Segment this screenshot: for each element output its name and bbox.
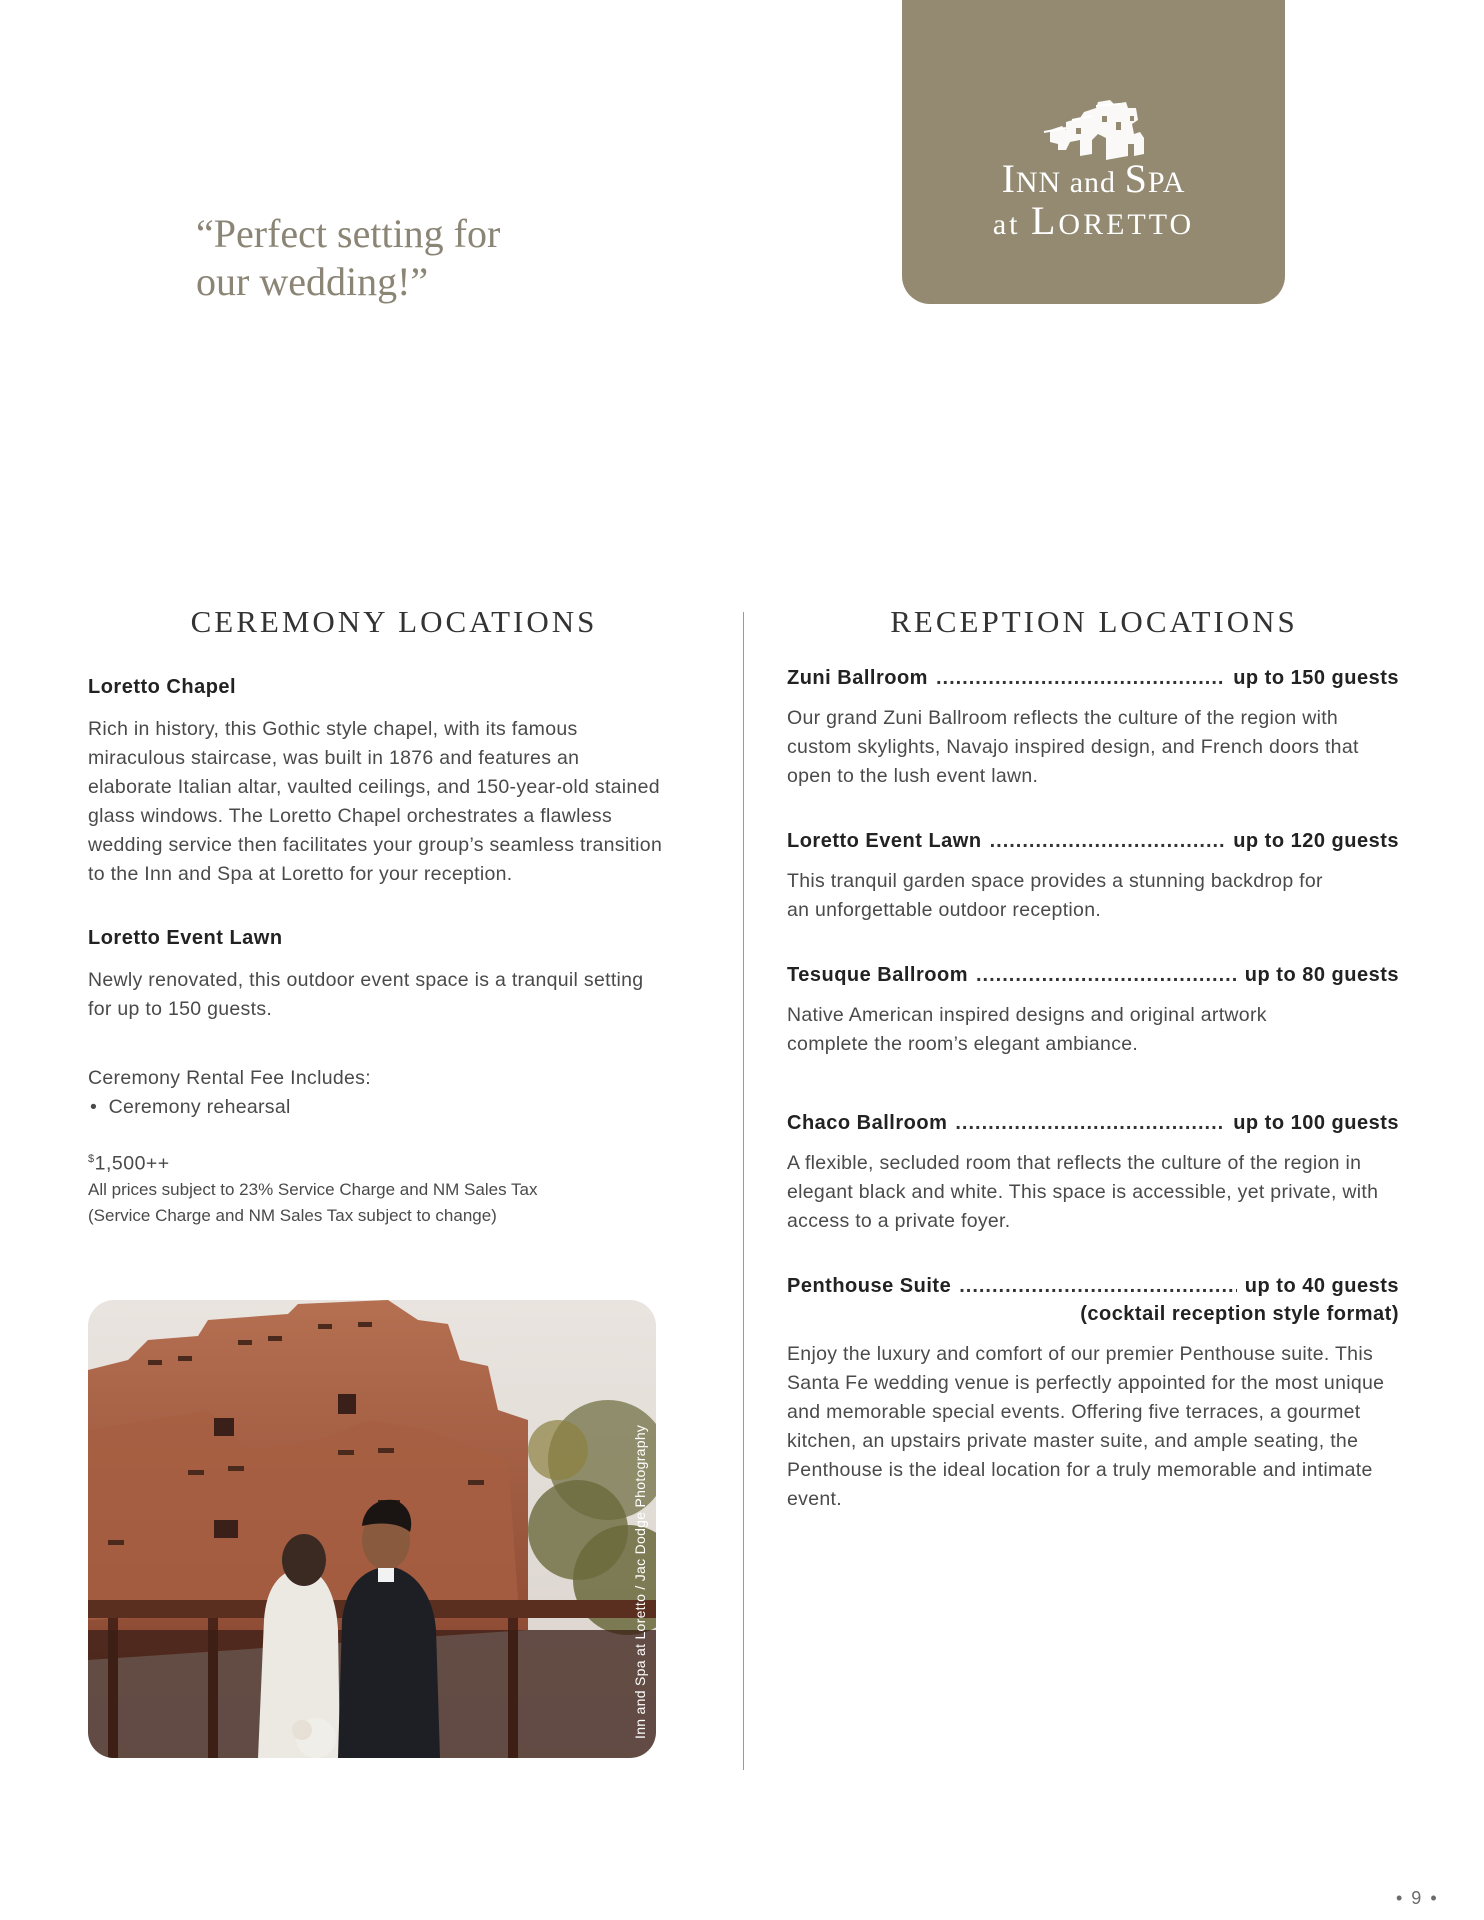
reception-item-name: Loretto Event Lawn bbox=[787, 830, 982, 852]
quote-line-1: “Perfect setting for bbox=[196, 211, 501, 256]
ceremony-locations-heading: CEREMONY LOCATIONS bbox=[190, 604, 598, 639]
reception-item-capacity: up to 80 guests bbox=[1244, 964, 1399, 986]
page-number: • 9 • bbox=[1396, 1888, 1439, 1908]
reception-item-capacity: up to 100 guests bbox=[1233, 1112, 1399, 1134]
pull-quote bbox=[196, 210, 616, 306]
reception-locations-heading: RECEPTION LOCATIONS bbox=[890, 604, 1298, 639]
reception-item bbox=[787, 961, 1399, 1059]
reception-item-capacity: up to 150 guests bbox=[1233, 667, 1399, 689]
pricing-disclaimer-1: All prices subject to 23% Service Charge and NM Sales Tax bbox=[88, 1179, 538, 1199]
fee-includes-label: Ceremony Rental Fee Includes: bbox=[88, 1067, 371, 1089]
reception-item bbox=[787, 1272, 1399, 1514]
pricing-disclaimer-2: (Service Charge and NM Sales Tax subject to change) bbox=[88, 1205, 497, 1225]
ceremony-price: $1,500++ bbox=[88, 1152, 170, 1175]
reception-item-description: Our grand Zuni Ballroom reflects the culture of the region with custom skylights, Navajo inspired design, and French doors that open to the lush event lawn. bbox=[787, 707, 1359, 787]
event-lawn-heading: Loretto Event Lawn bbox=[88, 927, 283, 949]
wedding-photo bbox=[88, 1300, 656, 1758]
logo-text-line-2: at LORETTO bbox=[992, 198, 1195, 243]
reception-item-capacity: up to 40 guests bbox=[1244, 1275, 1399, 1297]
column-divider bbox=[743, 612, 744, 1770]
reception-item-name: Tesuque Ballroom bbox=[787, 964, 968, 986]
reception-item-description: A flexible, secluded room that reflects the culture of the region in elegant black and white. This space is accessible, yet private, with access to a private foyer. bbox=[787, 1152, 1379, 1232]
reception-item bbox=[787, 664, 1399, 791]
ceremony-column bbox=[88, 676, 668, 1229]
fee-item: • Ceremony rehearsal bbox=[90, 1096, 291, 1118]
reception-item-capacity: up to 120 guests bbox=[1233, 830, 1399, 852]
reception-item-format: (cocktail reception style format) bbox=[1080, 1303, 1399, 1325]
quote-line-2: our wedding!” bbox=[196, 259, 429, 304]
reception-item-description: This tranquil garden space provides a stunning backdrop for an unforgettable outdoor reception. bbox=[787, 870, 1323, 921]
reception-item-description: Enjoy the luxury and comfort of our premier Penthouse suite. This Santa Fe wedding venue is perfectly appointed for the most unique and memorable special events. Offering five terraces, a gourmet kitchen, an upstairs private master suite, and ample seating, the Penthouse is the ideal location for a truly memorable and intimate event. bbox=[787, 1343, 1385, 1510]
reception-item bbox=[787, 827, 1399, 925]
reception-item-name: Chaco Ballroom bbox=[787, 1112, 948, 1134]
reception-item-name: Zuni Ballroom bbox=[787, 667, 928, 689]
chapel-heading: Loretto Chapel bbox=[88, 676, 237, 698]
event-lawn-description: Newly renovated, this outdoor event space is a tranquil setting for up to 150 guests. bbox=[88, 969, 644, 1020]
logo-text-line-1: INN and SPA bbox=[1001, 156, 1186, 201]
reception-item-name: Penthouse Suite bbox=[787, 1275, 952, 1297]
reception-item bbox=[787, 1109, 1399, 1236]
reception-item-description: Native American inspired designs and original artwork complete the room’s elegant ambiance. bbox=[787, 1004, 1267, 1055]
chapel-description: Rich in history, this Gothic style chapel, with its famous miraculous staircase, was built in 1876 and features an elaborate Italian altar, vaulted ceilings, and 150-year-old stained glass windows. The Loretto Chapel orchestrates a flawless wedding service then facilitates your group’s seamless transition to the Inn and Spa at Loretto for your reception. bbox=[88, 718, 663, 885]
brand-logo bbox=[902, 0, 1285, 304]
reception-column bbox=[787, 664, 1399, 1514]
wedding-photo-illustration bbox=[88, 1300, 656, 1758]
